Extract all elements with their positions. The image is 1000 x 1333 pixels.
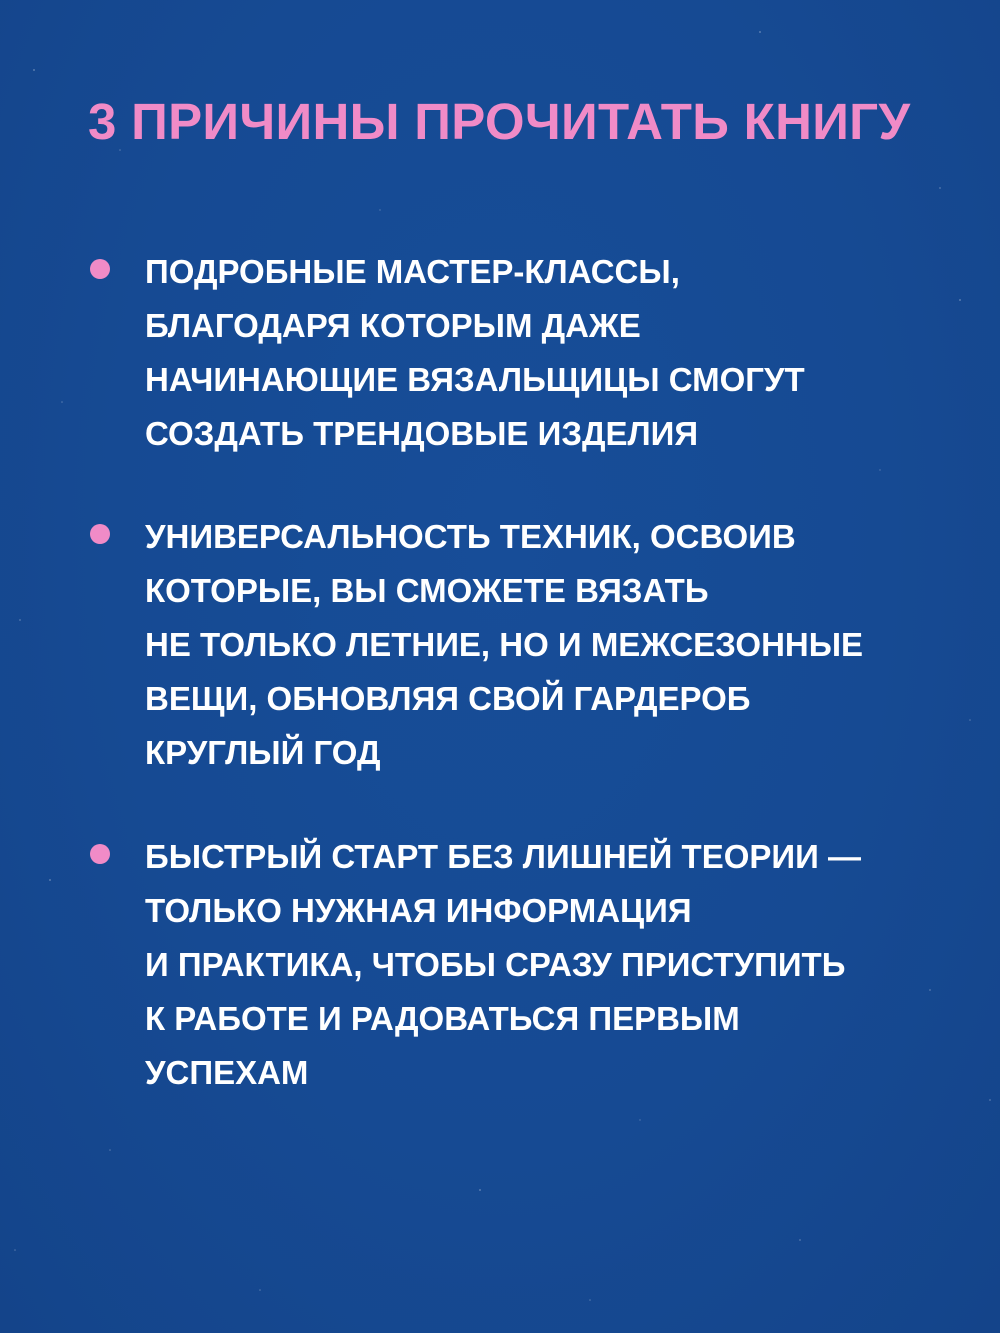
reason-text: БЫСТРЫЙ СТАРТ БЕЗ ЛИШНЕЙ ТЕОРИИ — ТОЛЬКО НУЖНАЯ ИНФОРМАЦИЯ И ПРАКТИКА, ЧТОБЫ СРАЗУ ПРИСТУПИТЬ К РАБОТЕ И РАДОВАТЬСЯ ПЕРВЫМ УСПЕХАМ [145,838,862,1091]
bullet-dot-icon [90,524,110,544]
page-title: 3 ПРИЧИНЫ ПРОЧИТАТЬ КНИГУ [88,93,911,150]
bullet-dot-icon [90,259,110,279]
bullet-dot-icon [90,844,110,864]
reason-text: УНИВЕРСАЛЬНОСТЬ ТЕХНИК, ОСВОИВ КОТОРЫЕ, ВЫ СМОЖЕТЕ ВЯЗАТЬ НЕ ТОЛЬКО ЛЕТНИЕ, НО И МЕЖСЕЗОННЫЕ ВЕЩИ, ОБНОВЛЯЯ СВОЙ ГАРДЕРОБ КРУГЛЫЙ ГОД [145,518,864,771]
reason-text: ПОДРОБНЫЕ МАСТЕР-КЛАССЫ, БЛАГОДАРЯ КОТОРЫМ ДАЖЕ НАЧИНАЮЩИЕ ВЯЗАЛЬЩИЦЫ СМОГУТ СОЗДАТЬ ТРЕНДОВЫЕ ИЗДЕЛИЯ [145,253,805,452]
